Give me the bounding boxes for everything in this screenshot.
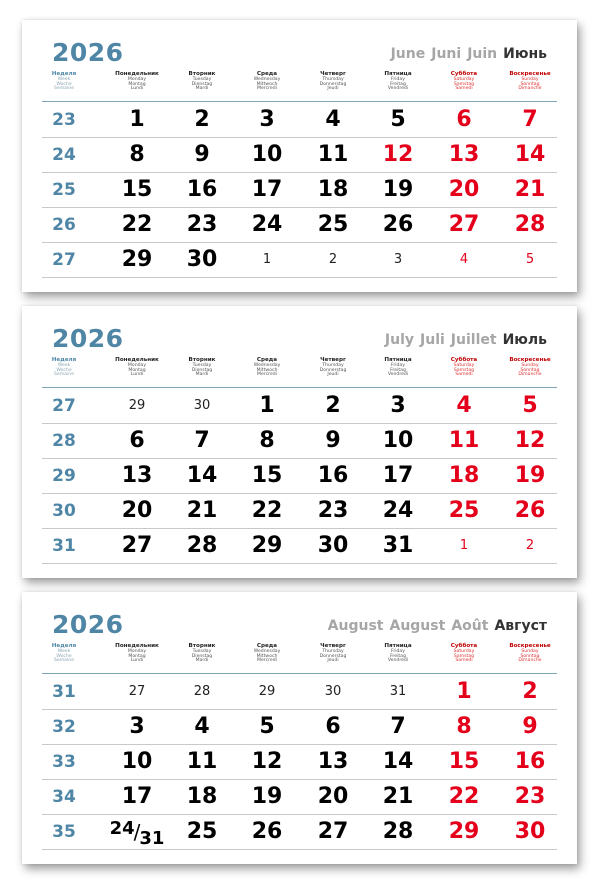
week-column-header <box>34 644 94 664</box>
day-cell: 15 <box>121 177 153 202</box>
day-cell: 24 <box>382 498 414 523</box>
week-number: 28 <box>52 431 76 451</box>
weekday-name-de: Samstag <box>453 367 475 373</box>
day-cell: 23 <box>317 498 349 523</box>
month-name: August <box>389 618 446 634</box>
day-cell: 30 <box>186 247 218 272</box>
weekday-name-en: Thursday <box>322 648 344 654</box>
day-cell: 20 <box>448 177 480 202</box>
adjacent-month-day: 29 <box>128 398 146 413</box>
weekday-name-en: Tuesday <box>192 362 212 368</box>
day-cell: 9 <box>522 714 538 739</box>
weekday-header <box>22 644 577 674</box>
weekday-name-fr: Lundi <box>130 86 144 92</box>
adjacent-month-day: 4 <box>459 252 469 267</box>
weekday-name-fr: Semaine <box>53 658 75 664</box>
month-name: Juillet <box>450 332 497 348</box>
weekday-header-cell <box>107 72 167 92</box>
day-cell: 14 <box>514 142 546 167</box>
weekday-name-en: Monday <box>127 76 147 82</box>
week-number: 23 <box>52 110 76 130</box>
day-cell: 26 <box>514 498 546 523</box>
weekday-name-en: Thursday <box>322 362 344 368</box>
adjacent-month-day: 5 <box>525 252 535 267</box>
weekday-header-cell <box>172 644 232 664</box>
day-cell: 14 <box>186 463 218 488</box>
month-name: August <box>327 618 384 634</box>
adjacent-month-day: 29 <box>258 684 276 699</box>
day-cell: 8 <box>259 428 275 453</box>
weekday-name-de: Woche <box>56 367 72 373</box>
weekday-header-cell <box>368 72 428 92</box>
day-cell: 20 <box>317 784 349 809</box>
month-name: Juin <box>467 46 498 62</box>
weekday-name-ru: Суббота <box>450 71 478 77</box>
day-cell: 12 <box>514 428 546 453</box>
weekday-name-fr: Samedi <box>455 658 473 664</box>
day-cell: 14 <box>382 749 414 774</box>
weekday-name-fr: Jeudi <box>327 86 339 92</box>
weekday-name-fr: Vendredi <box>387 658 409 664</box>
day-cell: 24 <box>251 212 283 237</box>
day-cell: 17 <box>382 463 414 488</box>
day-cell: 2 <box>194 107 210 132</box>
week-row <box>42 675 557 710</box>
weekday-name-de: Sonntag <box>520 367 540 373</box>
month-name: Juli <box>420 332 445 348</box>
weekday-name-de: Woche <box>56 81 72 87</box>
week-row <box>42 494 557 529</box>
day-cell: 20 <box>121 498 153 523</box>
day-cell: 4 <box>456 393 472 418</box>
weekday-name-ru: Четверг <box>320 357 346 363</box>
week-number: 34 <box>52 787 76 807</box>
weekday-name-ru: Воскресенье <box>509 357 551 363</box>
day-cell: 21 <box>186 498 218 523</box>
adjacent-month-day: 2 <box>525 538 535 553</box>
header-divider <box>42 673 557 674</box>
month-name: Août <box>451 618 489 634</box>
adjacent-month-day: 1 <box>262 252 272 267</box>
day-cell: 10 <box>382 428 414 453</box>
day-cell: 21 <box>382 784 414 809</box>
weekday-name-de: Montag <box>128 81 146 87</box>
month-names <box>379 332 547 348</box>
weekday-name-de: Montag <box>128 367 146 373</box>
weekday-name-ru: Четверг <box>320 71 346 77</box>
day-cell: 28 <box>382 819 414 844</box>
day-cell: 4 <box>194 714 210 739</box>
day-cell: 28 <box>514 212 546 237</box>
day-cell: 8 <box>456 714 472 739</box>
month-block-august <box>22 592 577 864</box>
weekday-name-ru: Пятница <box>384 71 412 77</box>
weekday-name-ru: Понедельник <box>115 643 159 649</box>
day-cell: 10 <box>121 749 153 774</box>
weekday-name-en: Wednesday <box>253 76 281 82</box>
day-cell: 12 <box>382 142 414 167</box>
adjacent-month-day: 1 <box>459 538 469 553</box>
weekday-name-de: Sonntag <box>520 81 540 87</box>
weekday-name-ru: Среда <box>256 71 278 77</box>
weekday-name-ru: Вторник <box>188 357 216 363</box>
day-cell: 29 <box>251 533 283 558</box>
weekday-header-cell <box>434 644 494 664</box>
weekday-header-cell <box>303 72 363 92</box>
day-cell: 12 <box>251 749 283 774</box>
day-cell: 7 <box>522 107 538 132</box>
weekday-name-ru: Пятница <box>384 357 412 363</box>
day-cell: 16 <box>317 463 349 488</box>
day-cell: 19 <box>382 177 414 202</box>
day-cell: 7 <box>194 428 210 453</box>
weekday-name-en: Saturday <box>453 648 475 654</box>
weekday-name-fr: Vendredi <box>387 86 409 92</box>
day-cell: 4 <box>325 107 341 132</box>
weekday-name-ru: Суббота <box>450 643 478 649</box>
weekday-name-fr: Dimanche <box>518 86 542 92</box>
weekday-header-cell <box>237 72 297 92</box>
weekday-name-ru: Понедельник <box>115 357 159 363</box>
month-block-june <box>22 20 577 292</box>
day-cell: 11 <box>186 749 218 774</box>
week-number: 35 <box>52 822 76 842</box>
weekday-name-ru: Четверг <box>320 643 346 649</box>
weekday-name-fr: Dimanche <box>518 372 542 378</box>
day-cell: 5 <box>522 393 538 418</box>
week-row <box>42 243 557 278</box>
weekday-name-fr: Mercredi <box>257 86 277 92</box>
week-row <box>42 424 557 459</box>
adjacent-month-day: 2 <box>328 252 338 267</box>
week-number: 32 <box>52 717 76 737</box>
weekday-name-fr: Samedi <box>455 86 473 92</box>
day-cell: 18 <box>317 177 349 202</box>
weekday-name-fr: Jeudi <box>327 372 339 378</box>
week-row <box>42 780 557 815</box>
day-cell: 6 <box>129 428 145 453</box>
day-cell: 22 <box>448 784 480 809</box>
weekday-name-fr: Jeudi <box>327 658 339 664</box>
weekday-name-fr: Vendredi <box>387 372 409 378</box>
day-cell: 3 <box>129 714 145 739</box>
weekday-name-fr: Samedi <box>455 372 473 378</box>
weekday-name-en: Week <box>57 648 71 654</box>
week-number: 24 <box>52 145 76 165</box>
week-row <box>42 103 557 138</box>
weekday-name-de: Sonntag <box>520 653 540 659</box>
day-cell: 6 <box>456 107 472 132</box>
week-number: 30 <box>52 501 76 521</box>
weekday-name-de: Samstag <box>453 81 475 87</box>
day-cell: 25 <box>448 498 480 523</box>
weekday-name-ru: Суббота <box>450 357 478 363</box>
day-cell: 26 <box>251 819 283 844</box>
week-number: 31 <box>52 682 76 702</box>
weekday-name-fr: Semaine <box>53 372 75 378</box>
day-cell: 27 <box>121 533 153 558</box>
weekday-header <box>22 72 577 102</box>
weekday-header-cell <box>172 72 232 92</box>
weekday-header-cell <box>237 644 297 664</box>
week-rows <box>22 103 577 278</box>
day-cell: 7 <box>390 714 406 739</box>
weekday-name-en: Friday <box>391 76 405 82</box>
day-cell: 22 <box>121 212 153 237</box>
day-cell: 31 <box>382 533 414 558</box>
adjacent-month-day: 27 <box>128 684 146 699</box>
weekday-header-cell <box>434 358 494 378</box>
weekday-name-de: Dienstag <box>191 81 213 87</box>
day-cell: 10 <box>251 142 283 167</box>
weekday-name-de: Donnerstag <box>319 367 347 373</box>
day-cell: 18 <box>186 784 218 809</box>
day-cell: 11 <box>317 142 349 167</box>
weekday-name-en: Friday <box>391 648 405 654</box>
weekday-header-cell <box>500 644 560 664</box>
weekday-name-fr: Lundi <box>130 372 144 378</box>
weekday-name-ru: Неделя <box>51 643 77 649</box>
weekday-name-fr: Lundi <box>130 658 144 664</box>
day-cell: 3 <box>259 107 275 132</box>
day-cell: 17 <box>121 784 153 809</box>
day-cell: 5 <box>390 107 406 132</box>
weekday-header-cell <box>237 358 297 378</box>
week-column-header <box>34 72 94 92</box>
weekday-name-de: Dienstag <box>191 653 213 659</box>
day-cell: 15 <box>448 749 480 774</box>
day-cell: 1 <box>456 679 472 704</box>
week-row <box>42 745 557 780</box>
day-cell: 9 <box>194 142 210 167</box>
year-label: 2026 <box>52 324 124 353</box>
weekday-name-de: Donnerstag <box>319 653 347 659</box>
weekday-name-en: Tuesday <box>192 648 212 654</box>
month-name: Август <box>494 618 547 634</box>
week-row <box>42 710 557 745</box>
weekday-name-fr: Mardi <box>195 372 209 378</box>
weekday-name-ru: Понедельник <box>115 71 159 77</box>
weekday-header-cell <box>107 644 167 664</box>
weekday-name-en: Friday <box>391 362 405 368</box>
weekday-name-ru: Неделя <box>51 71 77 77</box>
weekday-name-fr: Mardi <box>195 658 209 664</box>
month-name: Июль <box>502 332 547 348</box>
weekday-name-ru: Среда <box>256 643 278 649</box>
weekday-name-de: Woche <box>56 653 72 659</box>
weekday-name-de: Donnerstag <box>319 81 347 87</box>
weekday-name-de: Montag <box>128 653 146 659</box>
day-cell: 11 <box>448 428 480 453</box>
adjacent-month-day: 3 <box>393 252 403 267</box>
day-cell: 23 <box>514 784 546 809</box>
weekday-name-ru: Вторник <box>188 643 216 649</box>
month-name: Juni <box>431 46 462 62</box>
day-cell: 2 <box>325 393 341 418</box>
weekday-header-cell <box>368 358 428 378</box>
adjacent-month-day: 28 <box>193 684 211 699</box>
day-cell: 16 <box>514 749 546 774</box>
day-cell: 3 <box>390 393 406 418</box>
weekday-name-de: Mittwoch <box>256 81 278 87</box>
day-cell: 19 <box>514 463 546 488</box>
adjacent-month-day: 31 <box>389 684 407 699</box>
weekday-name-de: Samstag <box>453 653 475 659</box>
weekday-header-cell <box>172 358 232 378</box>
weekday-name-en: Tuesday <box>192 76 212 82</box>
weekday-name-de: Mittwoch <box>256 367 278 373</box>
adjacent-month-day: 30 <box>324 684 342 699</box>
weekday-name-ru: Пятница <box>384 643 412 649</box>
weekday-name-fr: Semaine <box>53 86 75 92</box>
weekday-name-en: Saturday <box>453 76 475 82</box>
day-cell <box>107 815 167 849</box>
weekday-name-en: Monday <box>127 648 147 654</box>
year-label: 2026 <box>52 38 124 67</box>
day-cell: 17 <box>251 177 283 202</box>
weekday-name-en: Monday <box>127 362 147 368</box>
day-cell: 8 <box>129 142 145 167</box>
month-name: July <box>384 332 415 348</box>
day-cell: 29 <box>448 819 480 844</box>
week-number: 33 <box>52 752 76 772</box>
day-cell: 28 <box>186 533 218 558</box>
week-row <box>42 389 557 424</box>
weekday-header <box>22 358 577 388</box>
weekday-name-de: Freitag <box>390 81 406 87</box>
day-cell: 9 <box>325 428 341 453</box>
week-column-header <box>34 358 94 378</box>
weekday-name-fr: Mercredi <box>257 372 277 378</box>
weekday-name-fr: Dimanche <box>518 658 542 664</box>
day-cell: 30 <box>317 533 349 558</box>
week-number: 27 <box>52 396 76 416</box>
weekday-name-ru: Неделя <box>51 357 77 363</box>
week-row <box>42 173 557 208</box>
weekday-header-cell <box>500 358 560 378</box>
week-number: 26 <box>52 215 76 235</box>
week-row <box>42 208 557 243</box>
day-cell: 25 <box>186 819 218 844</box>
weekday-header-cell <box>303 358 363 378</box>
day-cell: 2 <box>522 679 538 704</box>
weekday-name-de: Freitag <box>390 367 406 373</box>
day-cell: 25 <box>317 212 349 237</box>
weekday-name-de: Mittwoch <box>256 653 278 659</box>
day-cell: 13 <box>121 463 153 488</box>
weekday-name-en: Sunday <box>521 76 539 82</box>
week-number: 31 <box>52 536 76 556</box>
day-cell: 18 <box>448 463 480 488</box>
year-label: 2026 <box>52 610 124 639</box>
day-cell: 21 <box>514 177 546 202</box>
day-cell: 27 <box>448 212 480 237</box>
day-cell: 1 <box>129 107 145 132</box>
weekday-name-en: Sunday <box>521 648 539 654</box>
month-name: Июнь <box>503 46 547 62</box>
day-number: 31 <box>139 828 165 849</box>
weekday-name-ru: Воскресенье <box>509 71 551 77</box>
week-number: 27 <box>52 250 76 270</box>
weekday-name-en: Saturday <box>453 362 475 368</box>
week-row <box>42 529 557 564</box>
month-name: June <box>390 46 426 62</box>
weekday-header-cell <box>434 72 494 92</box>
weekday-name-ru: Среда <box>256 357 278 363</box>
weekday-name-fr: Mercredi <box>257 658 277 664</box>
weekday-name-fr: Mardi <box>195 86 209 92</box>
day-cell: 29 <box>121 247 153 272</box>
weekday-name-en: Week <box>57 76 71 82</box>
weekday-header-cell <box>500 72 560 92</box>
day-cell: 13 <box>448 142 480 167</box>
day-cell: 19 <box>251 784 283 809</box>
week-row <box>42 138 557 173</box>
weekday-name-ru: Воскресенье <box>509 643 551 649</box>
day-cell: 16 <box>186 177 218 202</box>
weekday-name-de: Freitag <box>390 653 406 659</box>
weekday-name-en: Sunday <box>521 362 539 368</box>
day-cell: 26 <box>382 212 414 237</box>
week-row <box>42 459 557 494</box>
day-cell: 27 <box>317 819 349 844</box>
header-divider <box>42 387 557 388</box>
week-rows <box>22 675 577 850</box>
weekday-name-de: Dienstag <box>191 367 213 373</box>
month-block-july <box>22 306 577 578</box>
day-cell: 5 <box>259 714 275 739</box>
week-number: 29 <box>52 466 76 486</box>
day-cell: 15 <box>251 463 283 488</box>
day-cell: 23 <box>186 212 218 237</box>
weekday-header-cell <box>303 644 363 664</box>
weekday-name-en: Thursday <box>322 76 344 82</box>
week-number: 25 <box>52 180 76 200</box>
week-rows <box>22 389 577 564</box>
weekday-header-cell <box>107 358 167 378</box>
day-cell: 30 <box>514 819 546 844</box>
weekday-header-cell <box>368 644 428 664</box>
weekday-name-en: Week <box>57 362 71 368</box>
weekday-name-ru: Вторник <box>188 71 216 77</box>
day-cell: 1 <box>259 393 275 418</box>
weekday-name-en: Wednesday <box>253 362 281 368</box>
header-divider <box>42 101 557 102</box>
day-cell: 6 <box>325 714 341 739</box>
month-names <box>385 46 547 62</box>
day-cell: 13 <box>317 749 349 774</box>
date-separator: / <box>133 820 141 844</box>
week-row <box>42 815 557 850</box>
day-number: 24 <box>109 818 135 839</box>
weekday-name-en: Wednesday <box>253 648 281 654</box>
adjacent-month-day: 30 <box>193 398 211 413</box>
month-names <box>322 618 547 634</box>
day-cell: 22 <box>251 498 283 523</box>
